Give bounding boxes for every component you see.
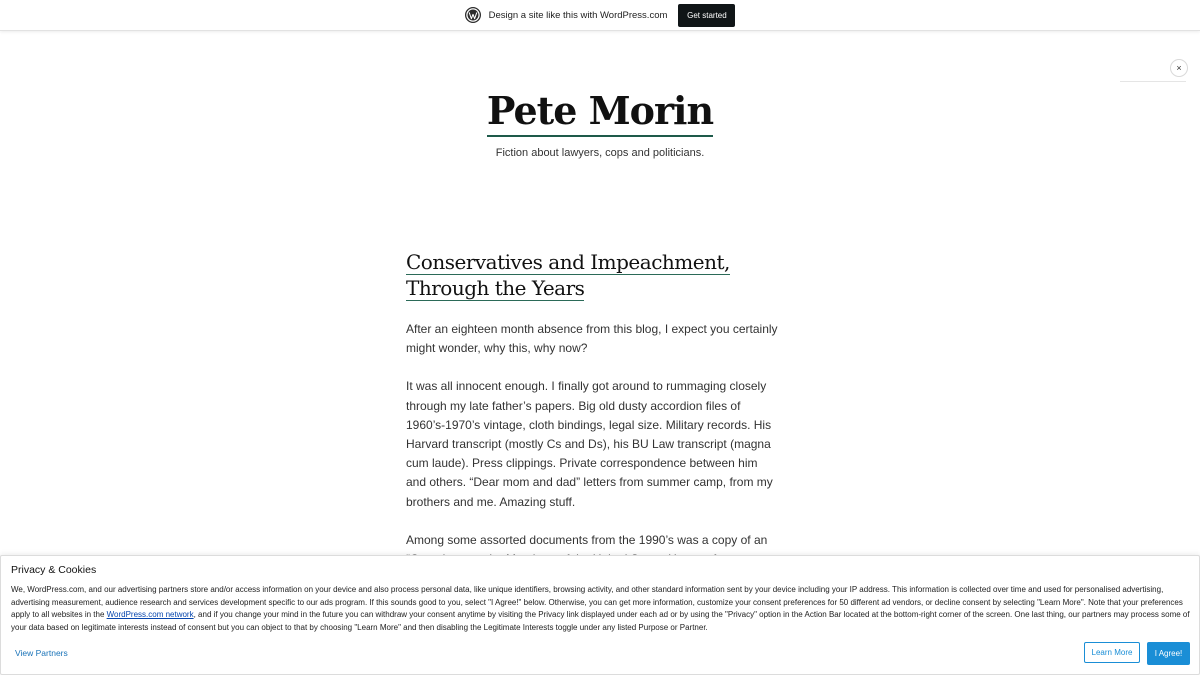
banner-text[interactable]: Design a site like this with WordPress.com	[488, 9, 668, 21]
agree-button[interactable]: I Agree!	[1147, 642, 1190, 665]
post-title	[406, 249, 794, 301]
cookie-text-part: We, WordPress.com, and our advertising partners store and/or access information on your device and also process personal data, like unique identifiers, browsing activity, and other standard information sent by your device including your IP address. This information is collected over time and used for personalised advertising, advertising measurement, audience research and services development specific to our ads program. If this sounds good to you, select "I Agree!" below. Otherwise, you can get more information, customize your consent preferences for 50 different ad vendors, or decline consent by selecting "Learn More". Note that your preferences apply to all websites in the	[11, 585, 1183, 619]
site-title-link[interactable]: Pete Morin	[487, 88, 713, 137]
wordpress-icon[interactable]	[465, 7, 481, 23]
wordpress-promo-banner	[0, 0, 1200, 31]
close-icon[interactable]: ×	[1170, 59, 1188, 77]
cookie-title: Privacy & Cookies	[11, 564, 97, 576]
site-tagline: Fiction about lawyers, cops and politicians.	[495, 147, 705, 159]
learn-more-button[interactable]: Learn More	[1084, 642, 1140, 663]
close-control	[1120, 59, 1186, 82]
post-paragraph: Among some assorted documents from the 1990’s was a copy of an	[406, 532, 768, 547]
post-paragraph: It was all innocent enough. I finally got around to rummaging closely through my late father’s papers. Big old dusty accordion files of 1960’s-1970’s vintage, cloth bindings, legal size. Military records. His Harvard transcript (mostly Cs and Ds), his BU Law transcript (magna cum laude). Press clippings. Private correspondence between him and others. “Dear mom and dad” letters from summer camp, from my brothers and me. Amazing stuff.	[406, 379, 773, 509]
get-started-button[interactable]: Get started	[678, 4, 735, 27]
view-partners-link[interactable]: View Partners	[15, 648, 68, 658]
cookie-text-part: , and if you change your mind in the future you can withdraw your consent anytime by visiting the Privacy link displayed under each ad or by using the "Privacy" option in the Action Bar located at the bottom-right corner of the screen. One last thing, our partners may process some of your data based on legitimate interests instead of consent but you can object to that by choosing "Learn More" and then disabling the Legitimate Interests toggle under any listed Purpose or Partner.	[11, 610, 1190, 632]
wordpress-network-link[interactable]: WordPress.com network	[106, 610, 194, 619]
post-paragraph: After an eighteen month absence from this blog, I expect you certainly might wonder, why this, why now?	[406, 322, 778, 356]
site-title	[0, 88, 1200, 133]
post-title-link[interactable]: Conservatives and Impeachment, Through the Years	[406, 250, 730, 300]
cookie-text	[11, 584, 1193, 634]
cookie-consent-banner	[0, 555, 1200, 675]
